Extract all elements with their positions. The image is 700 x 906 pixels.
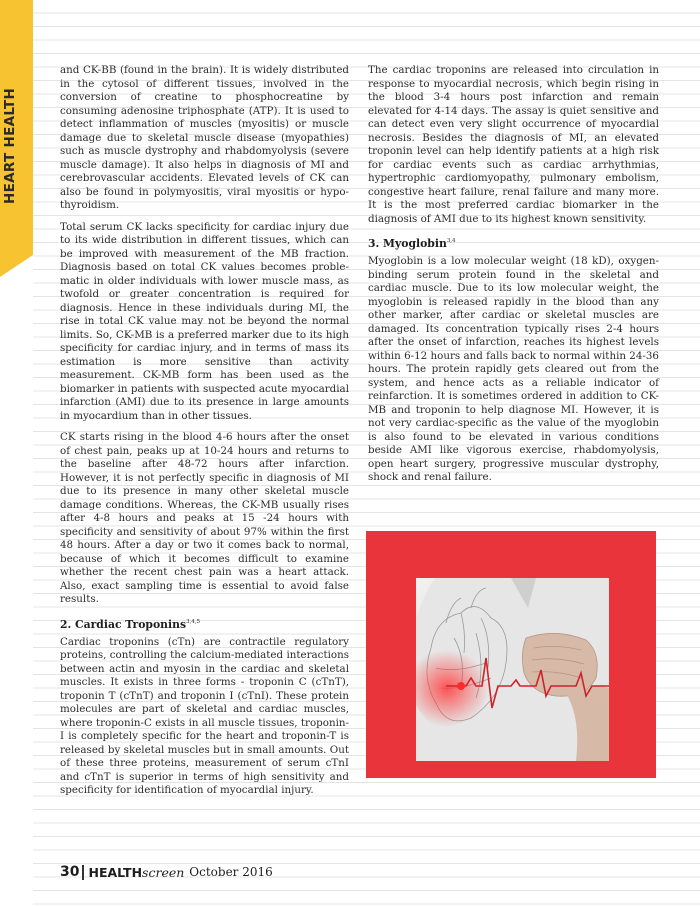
heading-text: 2. Cardiac Troponins	[60, 617, 187, 631]
left-paragraph-2: Total serum CK lacks specificity for cardiac injury due to its wide distribution in different tissues, which can be improved with measurement of the MB fraction. Diagnosis based on total CK values becomes proble-matic in older individuals with lower muscle mass, as twofold or greater concentration is required for diagnosis. Hence in these individuals during MI, the rise in total CK value may not be beyond the normal limits. So, CK-MB is a preferred marker due to its high specificity for cardiac injury, and in terms of mass its estimation is more sensitive than activity measurement. CK-MB form has been used as the biomarker in patients with suspected acute myocardial infarction (AMI) due to its presence in large amounts in myocardium than in other tissues.	[60, 220, 349, 422]
magazine-logo-italic: screen	[142, 864, 185, 880]
magazine-logo-bold: HEALTH	[88, 864, 143, 880]
section-heading-troponins	[60, 615, 349, 632]
left-paragraph-3: CK starts rising in the blood 4-6 hours after the onset of chest pain, peaks up at 10-24 hours and returns to the baseline after 48-72 hours after infarction. However, it is not perfectly specific in diagnosis of MI due to its presence in many other skeletal muscle damage conditions. Whereas, the CK-MB usually rises after 4-8 hours and peaks at 15 -24 hours with specificity and sensitivity of about 97% within the first 48 hours. After a day or two it comes back to normal, because of which it becomes difficult to examine whether the recent chest pain was a heart attack. Also, exact sampling time is essential to avoid false results.	[60, 431, 349, 605]
section-heading-myoglobin	[368, 234, 659, 251]
left-paragraph-1: and CK-BB (found in the brain). It is widely distributed in the cytosol of different tissues, involved in the conversion of creatine to phosphocreatine by consuming adenosine triphosphate (ATP). It is used to detect inflammation of muscles (myositis) or muscle damage due to skeletal muscle disease (myopathies) such as muscle dystrophy and rhabdomyolysis (severe muscle damage). It also helps in diagnosis of MI and cerebrovascular accidents. Elevated levels of CK can also be found in polymyositis, viral myositis or hypo-thyroidism.	[60, 64, 349, 211]
reference-superscript: 3,4,5	[186, 618, 201, 625]
page-number: 30	[60, 864, 80, 880]
section-label: HEART HEALTH	[2, 87, 18, 205]
issue-date: October 2016	[189, 865, 273, 879]
left-column	[60, 64, 349, 806]
chest-pain-heart-icon	[416, 578, 609, 761]
left-paragraph-4: Cardiac troponins (cTn) are contractile regulatory proteins, controlling the calcium-mediated interactions between actin and myosin in the cardiac and skeletal muscles. It exists in three forms - troponin C (cTnT), troponin T (cTnT) and troponin I (cTnI). These protein molecules are part of skeletal and cardiac muscles, where troponin-C exists in all muscle tissues, troponin-I is completely specific for the heart and troponin-T is released by skeletal muscles but in small amounts. Out of these three proteins, measurement of serum cTnI and cTnT is superior in terms of high sensitivity and specificity for identification of myocardial injury.	[60, 635, 349, 796]
footer-divider	[82, 865, 84, 880]
right-paragraph-1: The cardiac troponins are released into circulation in response to myocardial necrosis, which begin rising in the blood 3-4 hours post infarction and remain elevated for 4-14 days. The assay is quiet sensitive and can detect even very slight occurrence of myocardial necrosis. Besides the diagnosis of MI, an elevated troponin level can help identify patients at a high risk for cardiac events such as cardiac arrhythmias, hypertrophic cardiomyopathy, pulmonary embolism, congestive heart failure, renal failure and many more. It is the most preferred cardiac biomarker in the diagnosis of AMI due to its highest known sensitivity.	[368, 64, 659, 225]
page-footer	[60, 862, 273, 882]
right-column	[368, 64, 659, 493]
right-paragraph-2: Myoglobin is a low molecular weight (18 kD), oxygen-binding serum protein found in the skeletal and cardiac muscle. Due to its low molecular weight, the myoglobin is released rapidly in the blood than any other marker, after cardiac or skeletal muscles are damaged. Its concentration typically rises 2-4 hours after the onset of infarction, reaches its highest levels within 6-12 hours and falls back to normal within 24-36 hours. The protein rapidly gets cleared out from the system, and hence acts as a reliable indicator of reinfarction. It is sometimes ordered in addition to CK-MB and troponin to help diagnose MI. However, it is not very cardiac-specific as the value of the myoglobin is also found to be elevated in various conditions beside AMI like vigorous exercise, rhabdomyolysis, open heart surgery, progressive muscular dystrophy, shock and renal failure.	[368, 255, 659, 483]
heading-text: 3. Myoglobin	[368, 237, 447, 250]
sidebar-accent-fold	[0, 255, 33, 277]
sidebar	[0, 0, 33, 906]
reference-superscript: 3,4	[446, 238, 456, 244]
chest-pain-illustration	[416, 578, 609, 761]
